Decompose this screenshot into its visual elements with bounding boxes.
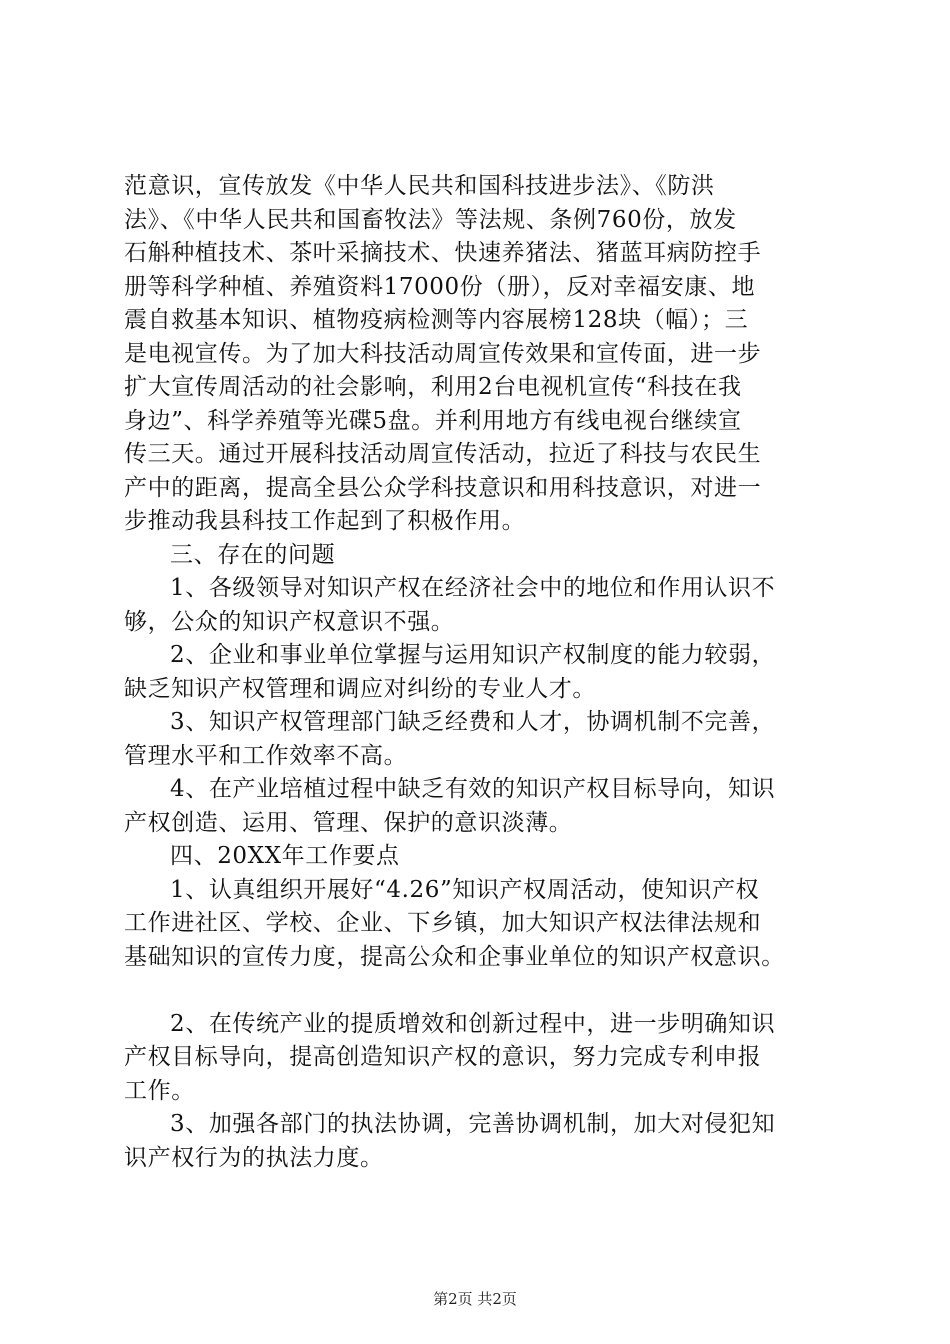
text-line: 册等科学种植、养殖资料17000份（册），反对幸福安康、地	[124, 273, 756, 300]
section-heading-problems: 三、存在的问题	[170, 541, 336, 568]
paragraph-problem-2	[124, 639, 844, 706]
section-heading-work-points: 四、20XX年工作要点	[170, 843, 400, 869]
text-line: 是电视宣传。为了加大科技活动周宣传效果和宣传面，进一步	[124, 340, 762, 367]
text-line: 步推动我县科技工作起到了积极作用。	[124, 508, 526, 534]
text-line: 3、知识产权管理部门缺乏经费和人才，协调机制不完善，	[170, 709, 776, 735]
document-body	[124, 170, 844, 1175]
text-line: 缺乏知识产权管理和调应对纠纷的专业人才。	[124, 675, 596, 702]
text-line: 基础知识的宣传力度，提高公众和企事业单位的知识产权意识。	[124, 943, 785, 970]
text-line: 4、在产业培植过程中缺乏有效的知识产权目标导向，知识	[170, 776, 776, 802]
text-line: 工作。	[124, 1077, 195, 1104]
paragraph-problem-3	[124, 706, 844, 773]
paragraph-work-point-1	[124, 874, 844, 975]
text-line: 传三天。通过开展科技活动周宣传活动，拉近了科技与农民生	[124, 441, 762, 467]
text-line: 范意识，宣传放发《中华人民共和国科技进步法》、《防洪	[124, 173, 715, 199]
paragraph-work-point-3	[124, 1108, 844, 1175]
text-line: 工作进社区、学校、企业、下乡镇，加大知识产权法律法规和	[124, 910, 762, 936]
text-line: 石斛种植技术、茶叶采摘技术、快速养猪法、猪蓝耳病防控手	[124, 240, 762, 266]
paragraph-problem-4	[124, 773, 844, 840]
text-line: 1、各级领导对知识产权在经济社会中的地位和作用认识不	[170, 575, 776, 601]
text-line: 1、认真组织开展好“4.26”知识产权周活动，使知识产权	[170, 876, 760, 903]
page-number-footer: 第2页 共2页	[433, 1290, 517, 1308]
text-line: 3、加强各部门的执法协调，完善协调机制，加大对侵犯知	[170, 1111, 776, 1137]
text-line: 身边”、科学养殖等光碟5盘。并利用地方有线电视台继续宣	[124, 407, 742, 434]
text-line: 识产权行为的执法力度。	[124, 1144, 384, 1171]
text-line: 2、在传统产业的提质增效和创新过程中，进一步明确知识	[170, 1010, 776, 1037]
text-line: 管理水平和工作效率不高。	[124, 742, 408, 769]
text-line: 产权目标导向，提高创造知识产权的意识，努力完成专利申报	[124, 1044, 762, 1070]
paragraph-problem-1	[124, 572, 844, 639]
text-line: 扩大宣传周活动的社会影响，利用2台电视机宣传“科技在我	[124, 374, 742, 400]
text-line: 产权创造、运用、管理、保护的意识淡薄。	[124, 809, 573, 836]
blank-line	[124, 974, 844, 1008]
text-line: 产中的距离，提高全县公众学科技意识和用科技意识，对进一	[124, 474, 762, 501]
text-line: 2、企业和事业单位掌握与运用知识产权制度的能力较弱，	[170, 642, 776, 668]
text-line: 够，公众的知识产权意识不强。	[124, 608, 455, 635]
text-line: 震自救基本知识、植物疫病检测等内容展榜128块（幅）；三	[124, 307, 749, 333]
text-line: 法》、《中华人民共和国畜牧法》等法规、条例760份，放发	[124, 206, 737, 233]
paragraph-publicity-activities	[124, 170, 844, 539]
paragraph-work-point-2	[124, 1008, 844, 1109]
